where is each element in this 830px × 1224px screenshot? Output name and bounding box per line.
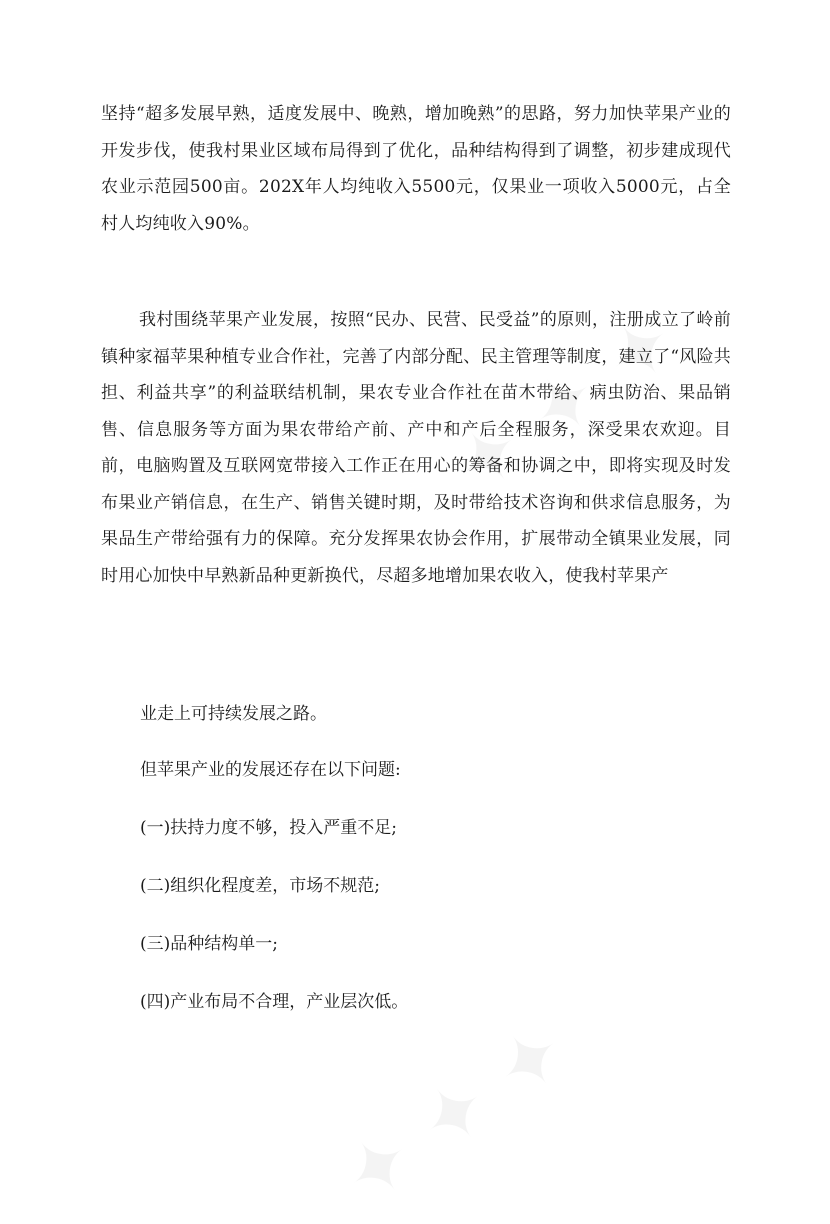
problem-item-4: (四)产业布局不合理，产业层次低。 — [140, 992, 409, 1012]
problems-intro: 但苹果产业的发展还存在以下问题: — [140, 760, 401, 780]
problem-item-2: (二)组织化程度差，市场不规范; — [140, 876, 380, 896]
problem-item-3: (三)品种结构单一; — [140, 934, 278, 954]
paragraph-continuation: 业走上可持续发展之路。 — [140, 704, 327, 724]
paragraph-strategy: 坚持“超多发展早熟，适度发展中、晚熟，增加晚熟”的思路，努力加快苹果产业的开发步伐，使我村果业区域布局得到了优化，品种结构得到了调整，初步建成现代农业示范园500亩。202X年人均纯收入5500元，仅果业一项收入5000元，占全村人均纯收入90%。 — [101, 104, 731, 234]
problem-item-1: (一)扶持力度不够，投入严重不足; — [140, 818, 397, 838]
paragraph-cooperative: 我村围绕苹果产业发展，按照“民办、民营、民受益”的原则，注册成立了岭前镇种家福苹果种植专业合作社，完善了内部分配、民主管理等制度，建立了“风险共担、利益共享”的利益联结机制，果农专业合作社在苗木带给、病虫防治、果品销售、信息服务等方面为果农带给产前、产中和产后全程服务，深受果农欢迎。目前，电脑购置及互联网宽带接入工作正在用心的筹备和协调之中，即将实现及时发布果业产销信息，在生产、销售关键时期，及时带给技术咨询和供求信息服务，为果品生产带给强有力的保障。充分发挥果农协会作用，扩展带动全镇果业发展，同时用心加快中早熟新品种更新换代，尽超多地增加果农收入，使我村苹果产 — [101, 310, 731, 586]
watermark-graphic — [327, 1006, 584, 1223]
